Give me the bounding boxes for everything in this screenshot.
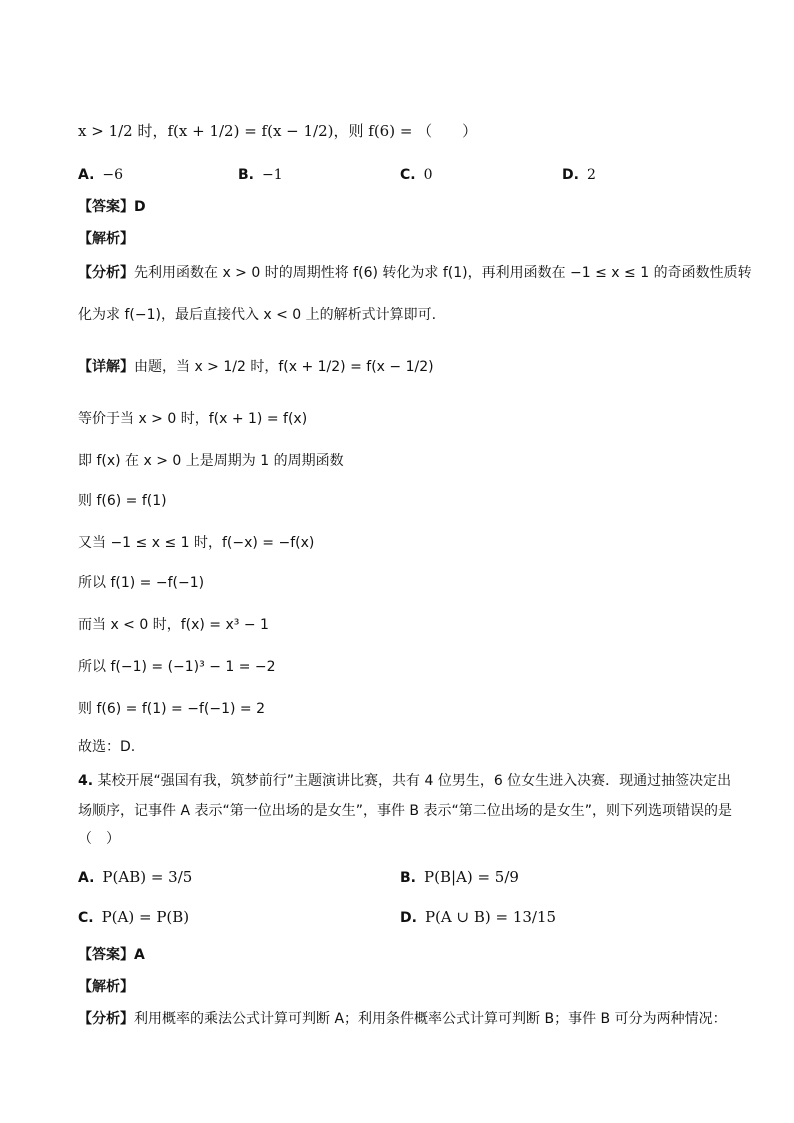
q4-fenxi-line1: [78, 1008, 727, 1030]
step-text: 由题，当 x > 1/2 时，f(x + 1/2) = f(x − 1/2): [134, 359, 434, 375]
q4-option-d: [400, 906, 556, 929]
q3-fenxi-line1: [78, 262, 752, 284]
option-label: C.: [78, 910, 94, 926]
option-value: P(B|A) = 5/9: [424, 868, 519, 886]
q4-option-a: [78, 866, 192, 889]
q3-step-8: 所以 f(−1) = (−1)³ − 1 = −2: [78, 659, 276, 675]
fenxi-tag: 【分析】: [78, 265, 134, 281]
q3-step-10: 故选：D.: [78, 739, 136, 755]
q3-stem: x > 1/2 时，f(x + 1/2) = f(x − 1/2)，则 f(6) = （ ）: [78, 122, 478, 140]
xiangjie-tag: 【详解】: [78, 359, 134, 375]
option-value: P(AB) = 3/5: [102, 868, 193, 886]
q4-option-b: [400, 866, 519, 889]
option-label: A.: [78, 167, 95, 183]
fenxi-text: 先利用函数在 x > 0 时的周期性将 f(6) 转化为求 f(1)，再利用函数在 −1 ≤ x ≤ 1 的奇函数性质转: [134, 265, 752, 281]
option-value: P(A ∪ B) = 13/15: [424, 908, 557, 926]
answer-tag: 【答案】: [78, 199, 134, 215]
q4-analysis-tag: 【解析】: [78, 979, 134, 995]
q3-fenxi-line2: 化为求 f(−1)，最后直接代入 x < 0 上的解析式计算即可.: [78, 307, 437, 323]
q4-stem-line2: 场顺序，记事件 A 表示“第一位出场的是女生”，事件 B 表示“第二位出场的是女生”，则下列选项错误的是: [78, 803, 732, 819]
option-label: B.: [238, 167, 254, 183]
option-value: P(A) = P(B): [101, 908, 190, 926]
option-label: D.: [562, 167, 579, 183]
q3-step-7: 而当 x < 0 时，f(x) = x³ − 1: [78, 617, 269, 633]
answer-tag: 【答案】: [78, 947, 134, 963]
q3-option-d: [562, 164, 596, 186]
q3-option-b: [238, 164, 283, 186]
fenxi-tag: 【分析】: [78, 1011, 134, 1027]
q3-option-a: [78, 164, 123, 186]
q4-answer: [78, 944, 145, 966]
q3-step-9: 则 f(6) = f(1) = −f(−1) = 2: [78, 701, 265, 717]
option-label: B.: [400, 870, 416, 886]
q4-option-c: [78, 906, 189, 929]
q3-answer: [78, 196, 146, 218]
option-value: 0: [423, 167, 433, 183]
option-label: A.: [78, 870, 95, 886]
option-label: C.: [400, 167, 416, 183]
option-label: D.: [400, 910, 417, 926]
option-value: 2: [586, 167, 596, 183]
q3-step-5: 又当 −1 ≤ x ≤ 1 时，f(−x) = −f(x): [78, 535, 315, 551]
answer-value: D: [134, 199, 146, 215]
q4-stem-line1: [78, 770, 731, 792]
q3-step-1: [78, 356, 434, 378]
option-value: −1: [262, 167, 283, 183]
fenxi-text: 利用概率的乘法公式计算可判断 A；利用条件概率公式计算可判断 B；事件 B 可分为两种情况：: [134, 1011, 727, 1027]
q4-stem-line3: （ ）: [78, 831, 120, 847]
q3-analysis-tag: 【解析】: [78, 231, 134, 247]
q3-step-6: 所以 f(1) = −f(−1): [78, 575, 205, 591]
answer-value: A: [134, 947, 145, 963]
option-value: −6: [102, 167, 124, 183]
stem-text: 某校开展“强国有我，筑梦前行”主题演讲比赛，共有 4 位男生，6 位女生进入决赛．现通过抽签决定出: [97, 773, 732, 789]
q3-step-3: 即 f(x) 在 x > 0 上是周期为 1 的周期函数: [78, 453, 344, 469]
q3-step-4: 则 f(6) = f(1): [78, 493, 167, 509]
q3-option-c: [400, 164, 433, 186]
q3-step-2: 等价于当 x > 0 时，f(x + 1) = f(x): [78, 411, 308, 427]
question-number: 4.: [78, 773, 94, 789]
